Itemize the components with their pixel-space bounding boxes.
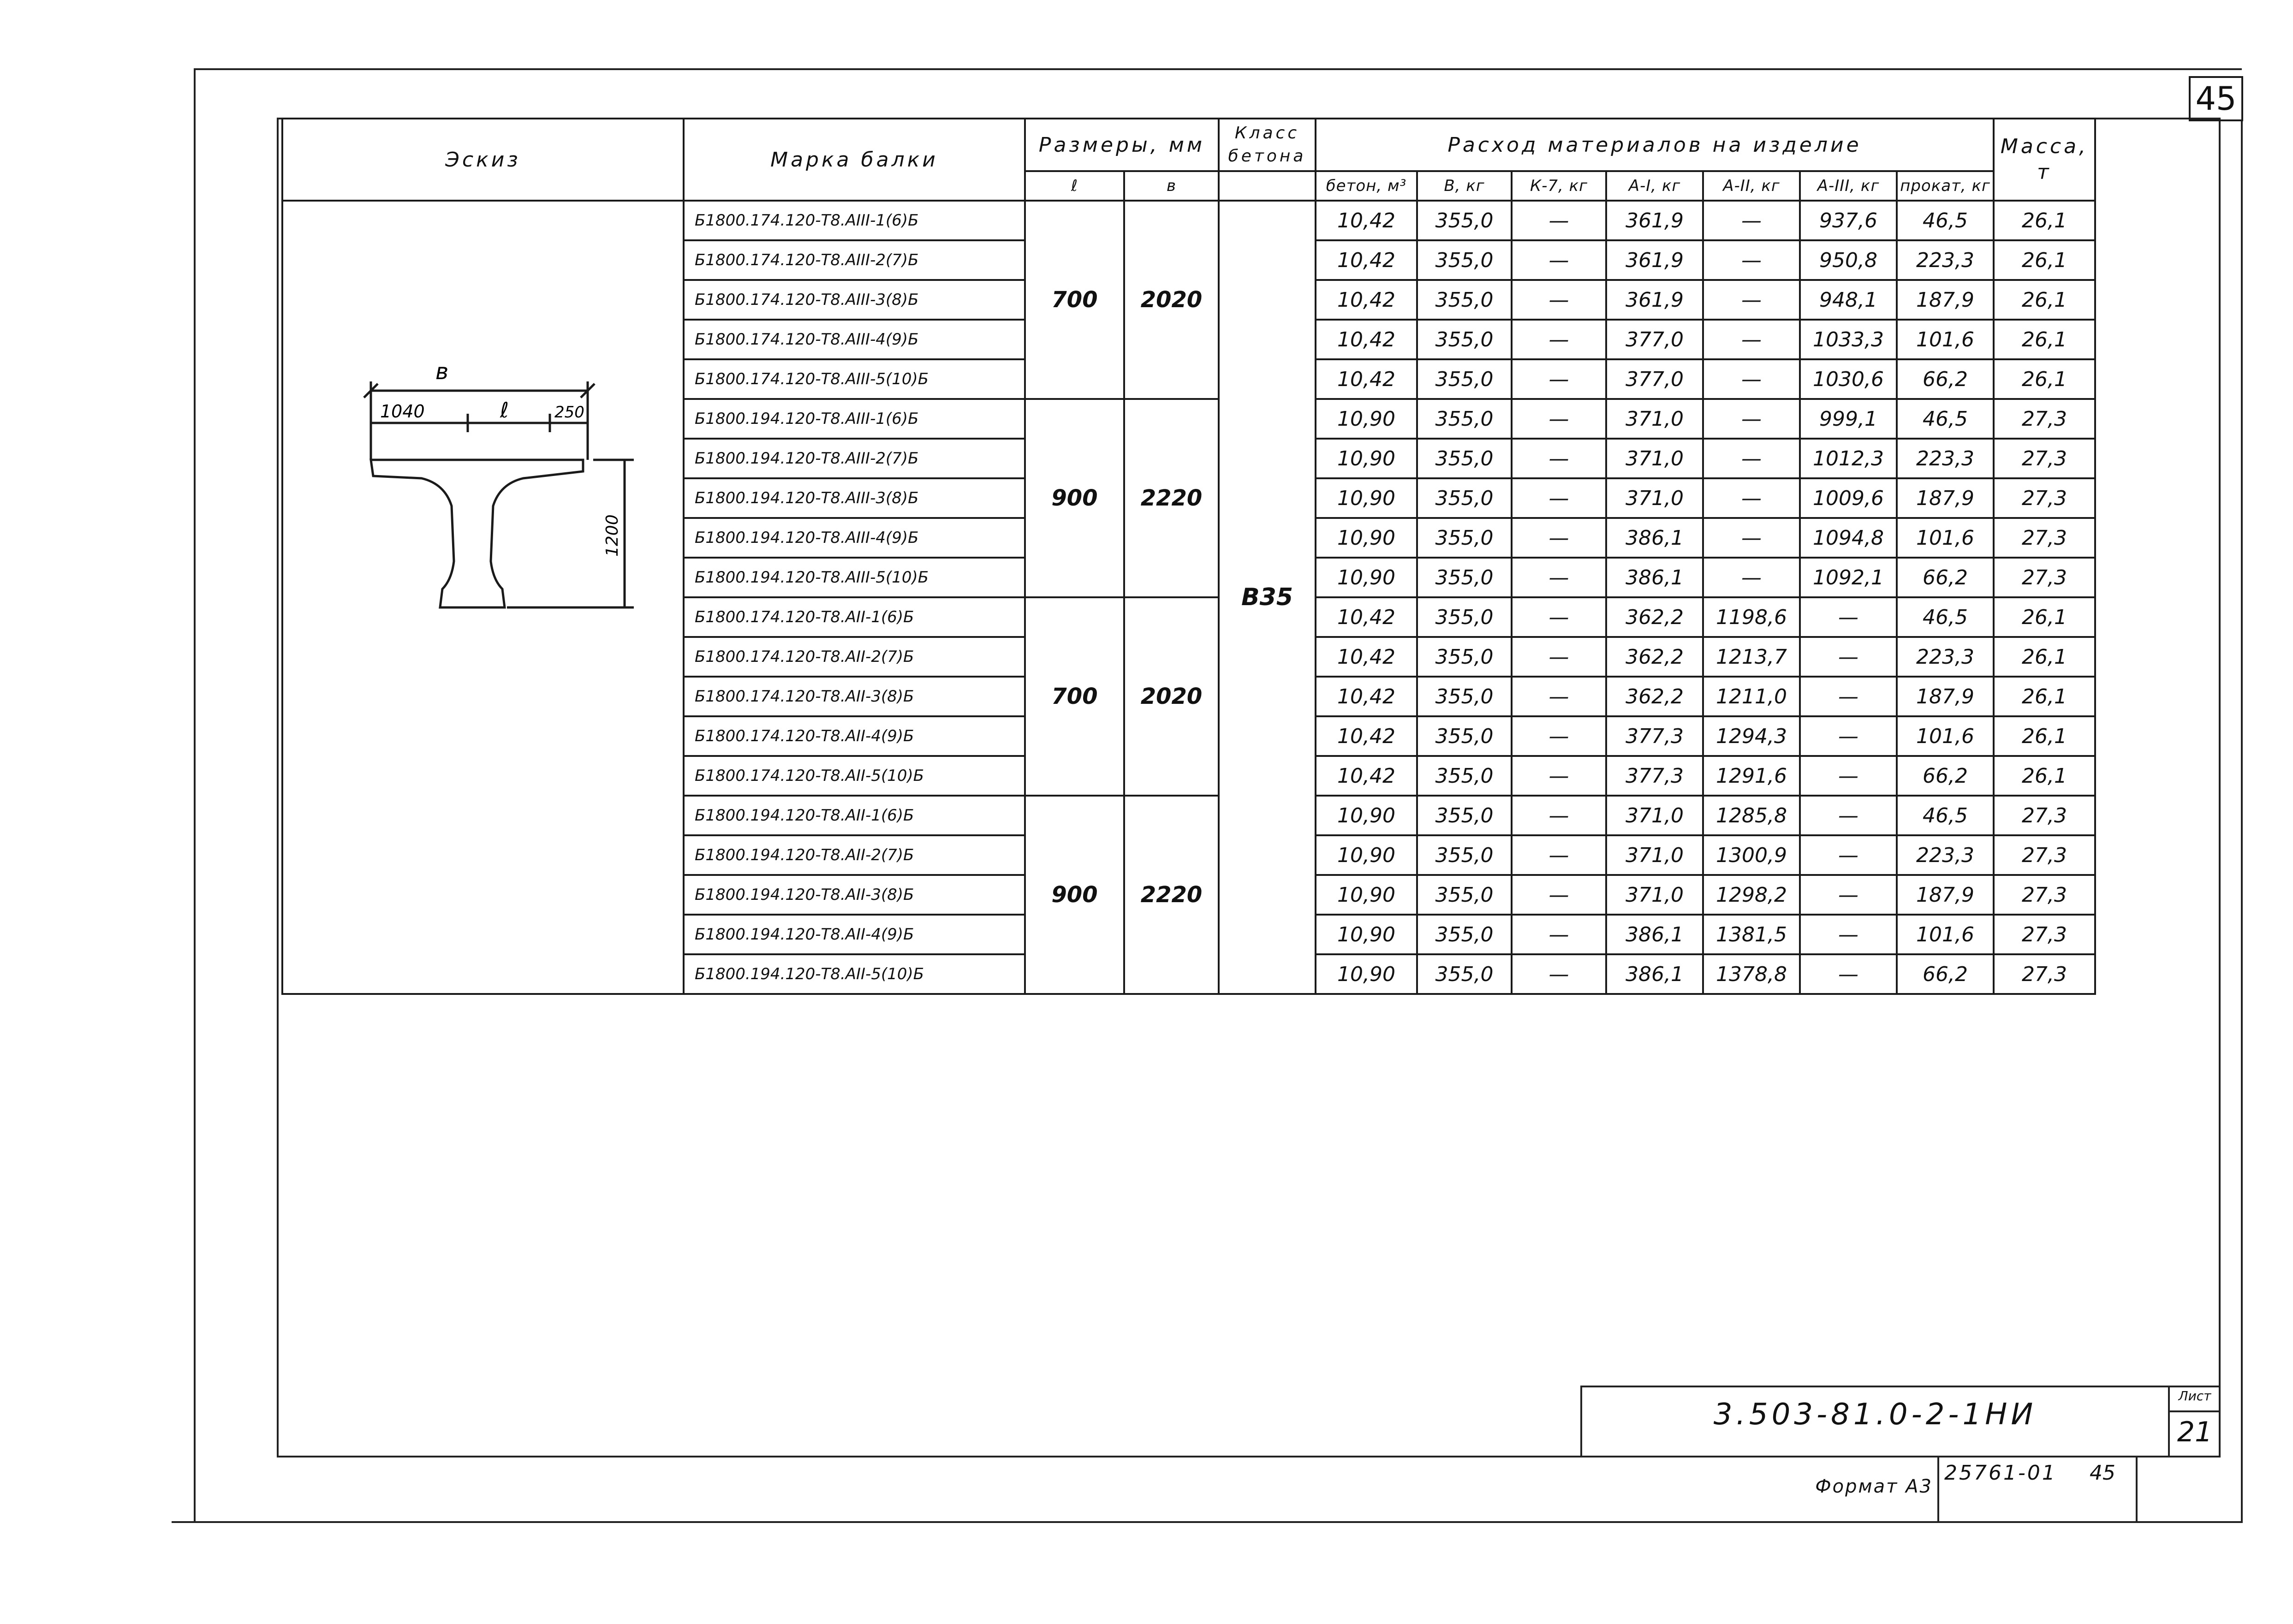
cell-k7: — <box>1512 597 1606 637</box>
cell-k7: — <box>1512 756 1606 796</box>
cell-b: 355,0 <box>1417 875 1512 915</box>
cell-b: 355,0 <box>1417 478 1512 518</box>
cell-a3: — <box>1800 756 1897 796</box>
cell-concrete: 10,90 <box>1316 796 1417 835</box>
cell-concrete: 10,90 <box>1316 915 1417 954</box>
cell-mark: Б1800.174.120-Т8.АIII-5(10)Б <box>684 359 1025 399</box>
cell-a3: — <box>1800 597 1897 637</box>
cell-mark: Б1800.174.120-Т8.АIII-1(6)Б <box>684 201 1025 240</box>
cell-a3: — <box>1800 875 1897 915</box>
cell-group-b: 2220 <box>1124 796 1219 994</box>
cell-mass: 26,1 <box>1994 359 2095 399</box>
cell-a2: — <box>1703 399 1800 439</box>
cell-a2: — <box>1703 478 1800 518</box>
cell-group-l: 700 <box>1025 597 1124 796</box>
header-sketch: Эскиз <box>282 119 684 201</box>
cell-mark: Б1800.194.120-Т8.АIII-2(7)Б <box>684 439 1025 478</box>
cell-b: 355,0 <box>1417 756 1512 796</box>
frame-right-outer <box>2241 120 2243 1522</box>
cell-a3: — <box>1800 954 1897 994</box>
cell-k7: — <box>1512 478 1606 518</box>
cell-a3: 999,1 <box>1800 399 1897 439</box>
cell-a2: — <box>1703 201 1800 240</box>
cell-prokat: 46,5 <box>1897 796 1994 835</box>
cell-mark: Б1800.174.120-Т8.АIII-3(8)Б <box>684 280 1025 320</box>
cell-mass: 26,1 <box>1994 677 2095 716</box>
cell-prokat: 46,5 <box>1897 597 1994 637</box>
cell-k7: — <box>1512 320 1606 359</box>
beam-section-drawing <box>283 202 684 958</box>
cell-a1: 371,0 <box>1606 875 1703 915</box>
cell-mass: 27,3 <box>1994 796 2095 835</box>
sketch-label-1040: 1040 <box>380 401 425 422</box>
cell-a3: 1092,1 <box>1800 558 1897 597</box>
cell-b: 355,0 <box>1417 280 1512 320</box>
cell-group-l: 900 <box>1025 399 1124 597</box>
cell-k7: — <box>1512 677 1606 716</box>
cell-b: 355,0 <box>1417 835 1512 875</box>
cell-a1: 377,3 <box>1606 716 1703 756</box>
cell-b: 355,0 <box>1417 201 1512 240</box>
cell-a2: — <box>1703 439 1800 478</box>
cell-mark: Б1800.194.120-Т8.АII-2(7)Б <box>684 835 1025 875</box>
footer-format: Формат А3 <box>1815 1476 1933 1497</box>
cell-mass: 27,3 <box>1994 835 2095 875</box>
cell-mass: 27,3 <box>1994 954 2095 994</box>
cell-b: 355,0 <box>1417 954 1512 994</box>
cell-mass: 27,3 <box>1994 439 2095 478</box>
header-a3-kg: А-III, кг <box>1800 171 1897 201</box>
cell-concrete: 10,42 <box>1316 240 1417 280</box>
cell-prokat: 66,2 <box>1897 359 1994 399</box>
cell-mass: 26,1 <box>1994 716 2095 756</box>
cell-b: 355,0 <box>1417 320 1512 359</box>
header-b-kg: В, кг <box>1417 171 1512 201</box>
cell-a3: 1033,3 <box>1800 320 1897 359</box>
cell-a2: — <box>1703 359 1800 399</box>
cell-prokat: 101,6 <box>1897 320 1994 359</box>
cell-mass: 26,1 <box>1994 280 2095 320</box>
sheet-label: Лист <box>2178 1388 2211 1404</box>
cell-group-b: 2020 <box>1124 201 1219 399</box>
cell-b: 355,0 <box>1417 240 1512 280</box>
cell-a1: 371,0 <box>1606 399 1703 439</box>
cell-b: 355,0 <box>1417 439 1512 478</box>
header-a2-kg: А-II, кг <box>1703 171 1800 201</box>
cell-a1: 377,3 <box>1606 756 1703 796</box>
cell-prokat: 66,2 <box>1897 954 1994 994</box>
cell-k7: — <box>1512 835 1606 875</box>
header-k7-kg: К-7, кг <box>1512 171 1606 201</box>
cell-k7: — <box>1512 280 1606 320</box>
sheet-number: 21 <box>2177 1416 2213 1448</box>
cell-concrete: 10,90 <box>1316 875 1417 915</box>
cell-a2: — <box>1703 518 1800 558</box>
cell-concrete: 10,90 <box>1316 518 1417 558</box>
cell-b: 355,0 <box>1417 915 1512 954</box>
header-class: Класс бетона <box>1219 119 1316 171</box>
cell-a1: 362,2 <box>1606 677 1703 716</box>
cell-mass: 27,3 <box>1994 875 2095 915</box>
footer-divider-2 <box>2136 1457 2138 1522</box>
cell-prokat: 101,6 <box>1897 915 1994 954</box>
cell-mark: Б1800.194.120-Т8.АII-5(10)Б <box>684 954 1025 994</box>
cell-a2: 1294,3 <box>1703 716 1800 756</box>
sketch-label-1200: 1200 <box>603 514 622 557</box>
cell-a2: — <box>1703 558 1800 597</box>
cell-concrete: 10,42 <box>1316 201 1417 240</box>
frame-left <box>194 68 196 1521</box>
cell-a3: 1094,8 <box>1800 518 1897 558</box>
cell-concrete: 10,42 <box>1316 677 1417 716</box>
document-code: 3.503-81.0-2-1НИ <box>1713 1398 2037 1432</box>
header-mark: Марка балки <box>684 119 1025 201</box>
cell-b: 355,0 <box>1417 399 1512 439</box>
cell-concrete: 10,90 <box>1316 478 1417 518</box>
cell-a1: 361,9 <box>1606 201 1703 240</box>
cell-a2: — <box>1703 280 1800 320</box>
cell-concrete: 10,42 <box>1316 756 1417 796</box>
cell-b: 355,0 <box>1417 518 1512 558</box>
cell-group-l: 700 <box>1025 201 1124 399</box>
cell-b: 355,0 <box>1417 597 1512 637</box>
cell-prokat: 66,2 <box>1897 756 1994 796</box>
title-block-sheet-divider <box>2168 1410 2221 1412</box>
cell-b: 355,0 <box>1417 796 1512 835</box>
cell-mass: 27,3 <box>1994 518 2095 558</box>
cell-concrete: 10,90 <box>1316 954 1417 994</box>
frame-bottom-inner <box>277 1456 2221 1457</box>
cell-mass: 27,3 <box>1994 399 2095 439</box>
cell-concrete-class: В35 <box>1219 201 1316 994</box>
cell-mark: Б1800.194.120-Т8.АIII-5(10)Б <box>684 558 1025 597</box>
cell-a1: 371,0 <box>1606 835 1703 875</box>
cell-concrete: 10,42 <box>1316 280 1417 320</box>
footer-page: 45 <box>2090 1461 2115 1485</box>
header-mass: Масса, т <box>1994 119 2095 201</box>
footer-divider-1 <box>1937 1457 1939 1522</box>
sketch-label-b: в <box>435 359 449 385</box>
cell-mass: 26,1 <box>1994 597 2095 637</box>
cell-a1: 362,2 <box>1606 637 1703 677</box>
cell-mark: Б1800.194.120-Т8.АIII-3(8)Б <box>684 478 1025 518</box>
cell-k7: — <box>1512 716 1606 756</box>
cell-a1: 377,0 <box>1606 320 1703 359</box>
cell-a1: 371,0 <box>1606 478 1703 518</box>
cell-group-l: 900 <box>1025 796 1124 994</box>
table-body <box>282 201 2095 994</box>
header-class-blank <box>1219 171 1316 201</box>
page-number: 45 <box>2195 80 2237 118</box>
cell-a1: 361,9 <box>1606 240 1703 280</box>
cell-prokat: 101,6 <box>1897 518 1994 558</box>
cell-prokat: 187,9 <box>1897 677 1994 716</box>
cell-group-b: 2020 <box>1124 597 1219 796</box>
cell-a3: — <box>1800 677 1897 716</box>
page-number-box <box>2189 76 2243 121</box>
cell-a3: 1009,6 <box>1800 478 1897 518</box>
cell-k7: — <box>1512 637 1606 677</box>
cell-a2: 1198,6 <box>1703 597 1800 637</box>
cell-k7: — <box>1512 439 1606 478</box>
cell-a2: 1213,7 <box>1703 637 1800 677</box>
cell-k7: — <box>1512 359 1606 399</box>
cell-mark: Б1800.174.120-Т8.АII-5(10)Б <box>684 756 1025 796</box>
cell-a1: 386,1 <box>1606 558 1703 597</box>
header-dim-b: в <box>1124 171 1219 201</box>
cell-a2: — <box>1703 320 1800 359</box>
header-dims: Размеры, мм <box>1025 119 1219 171</box>
cell-mark: Б1800.174.120-Т8.АII-1(6)Б <box>684 597 1025 637</box>
cell-b: 355,0 <box>1417 677 1512 716</box>
cell-concrete: 10,42 <box>1316 359 1417 399</box>
cell-a1: 362,2 <box>1606 597 1703 637</box>
cell-concrete: 10,90 <box>1316 439 1417 478</box>
cell-k7: — <box>1512 240 1606 280</box>
cell-concrete: 10,90 <box>1316 835 1417 875</box>
cell-prokat: 223,3 <box>1897 240 1994 280</box>
cell-a2: 1381,5 <box>1703 915 1800 954</box>
cell-k7: — <box>1512 915 1606 954</box>
header-concrete: бетон, м³ <box>1316 171 1417 201</box>
cell-prokat: 101,6 <box>1897 716 1994 756</box>
cell-prokat: 223,3 <box>1897 439 1994 478</box>
cell-concrete: 10,42 <box>1316 597 1417 637</box>
frame-bottom-outer <box>172 1521 2243 1523</box>
cell-a3: — <box>1800 716 1897 756</box>
cell-concrete: 10,42 <box>1316 320 1417 359</box>
frame-inner-left <box>277 118 279 1457</box>
cell-k7: — <box>1512 399 1606 439</box>
cell-prokat: 187,9 <box>1897 280 1994 320</box>
cell-a2: 1291,6 <box>1703 756 1800 796</box>
cell-a1: 377,0 <box>1606 359 1703 399</box>
cell-concrete: 10,42 <box>1316 716 1417 756</box>
cell-concrete: 10,90 <box>1316 558 1417 597</box>
cell-concrete: 10,42 <box>1316 637 1417 677</box>
footer-inventory: 25761-01 <box>1944 1461 2057 1485</box>
cell-a3: — <box>1800 796 1897 835</box>
cell-a3: 950,8 <box>1800 240 1897 280</box>
cell-b: 355,0 <box>1417 359 1512 399</box>
cell-a3: — <box>1800 915 1897 954</box>
header-a1-kg: А-I, кг <box>1606 171 1703 201</box>
cell-k7: — <box>1512 796 1606 835</box>
specification-table <box>281 118 2096 995</box>
cell-a3: 1030,6 <box>1800 359 1897 399</box>
cell-a2: 1285,8 <box>1703 796 1800 835</box>
cell-a1: 386,1 <box>1606 518 1703 558</box>
cell-mass: 27,3 <box>1994 558 2095 597</box>
frame-top <box>194 68 2242 70</box>
cell-k7: — <box>1512 558 1606 597</box>
cell-a3: — <box>1800 637 1897 677</box>
cell-a1: 361,9 <box>1606 280 1703 320</box>
cell-mark: Б1800.194.120-Т8.АIII-4(9)Б <box>684 518 1025 558</box>
cell-a2: 1300,9 <box>1703 835 1800 875</box>
cell-mark: Б1800.174.120-Т8.АII-3(8)Б <box>684 677 1025 716</box>
cell-b: 355,0 <box>1417 716 1512 756</box>
sketch-label-250: 250 <box>554 403 584 422</box>
cell-mass: 26,1 <box>1994 756 2095 796</box>
header-consumption: Расход материалов на изделие <box>1316 119 1994 171</box>
cell-b: 355,0 <box>1417 637 1512 677</box>
sketch-cell <box>282 201 684 994</box>
sketch-label-l: ℓ <box>500 398 509 422</box>
cell-prokat: 187,9 <box>1897 478 1994 518</box>
cell-mark: Б1800.194.120-Т8.АIII-1(6)Б <box>684 399 1025 439</box>
cell-a2: 1298,2 <box>1703 875 1800 915</box>
header-dim-l: ℓ <box>1025 171 1124 201</box>
cell-group-b: 2220 <box>1124 399 1219 597</box>
cell-mass: 26,1 <box>1994 201 2095 240</box>
cell-k7: — <box>1512 954 1606 994</box>
cell-k7: — <box>1512 201 1606 240</box>
cell-mark: Б1800.174.120-Т8.АIII-2(7)Б <box>684 240 1025 280</box>
cell-prokat: 66,2 <box>1897 558 1994 597</box>
cell-mass: 26,1 <box>1994 240 2095 280</box>
cell-k7: — <box>1512 875 1606 915</box>
cell-prokat: 46,5 <box>1897 201 1994 240</box>
cell-prokat: 223,3 <box>1897 835 1994 875</box>
cell-a1: 386,1 <box>1606 954 1703 994</box>
cell-prokat: 46,5 <box>1897 399 1994 439</box>
cell-prokat: 223,3 <box>1897 637 1994 677</box>
cell-a3: 937,6 <box>1800 201 1897 240</box>
cell-a1: 386,1 <box>1606 915 1703 954</box>
cell-mark: Б1800.174.120-Т8.АII-2(7)Б <box>684 637 1025 677</box>
table-row <box>282 201 2095 240</box>
cell-mass: 26,1 <box>1994 320 2095 359</box>
cell-a3: — <box>1800 835 1897 875</box>
cell-mass: 27,3 <box>1994 478 2095 518</box>
cell-a2: 1211,0 <box>1703 677 1800 716</box>
cell-a3: 948,1 <box>1800 280 1897 320</box>
cell-mark: Б1800.174.120-Т8.АIII-4(9)Б <box>684 320 1025 359</box>
cell-a2: — <box>1703 240 1800 280</box>
cell-a3: 1012,3 <box>1800 439 1897 478</box>
cell-a2: 1378,8 <box>1703 954 1800 994</box>
cell-mark: Б1800.194.120-Т8.АII-3(8)Б <box>684 875 1025 915</box>
cell-prokat: 187,9 <box>1897 875 1994 915</box>
frame-right-inner <box>2219 120 2221 1457</box>
title-block-top <box>1580 1386 2221 1387</box>
cell-mark: Б1800.174.120-Т8.АII-4(9)Б <box>684 716 1025 756</box>
cell-k7: — <box>1512 518 1606 558</box>
cell-a1: 371,0 <box>1606 439 1703 478</box>
cell-mark: Б1800.194.120-Т8.АII-1(6)Б <box>684 796 1025 835</box>
cell-b: 355,0 <box>1417 558 1512 597</box>
cell-concrete: 10,90 <box>1316 399 1417 439</box>
cell-a1: 371,0 <box>1606 796 1703 835</box>
cell-mass: 27,3 <box>1994 915 2095 954</box>
cell-mass: 26,1 <box>1994 637 2095 677</box>
cell-mark: Б1800.194.120-Т8.АII-4(9)Б <box>684 915 1025 954</box>
header-prokat-kg: прокат, кг <box>1897 171 1994 201</box>
